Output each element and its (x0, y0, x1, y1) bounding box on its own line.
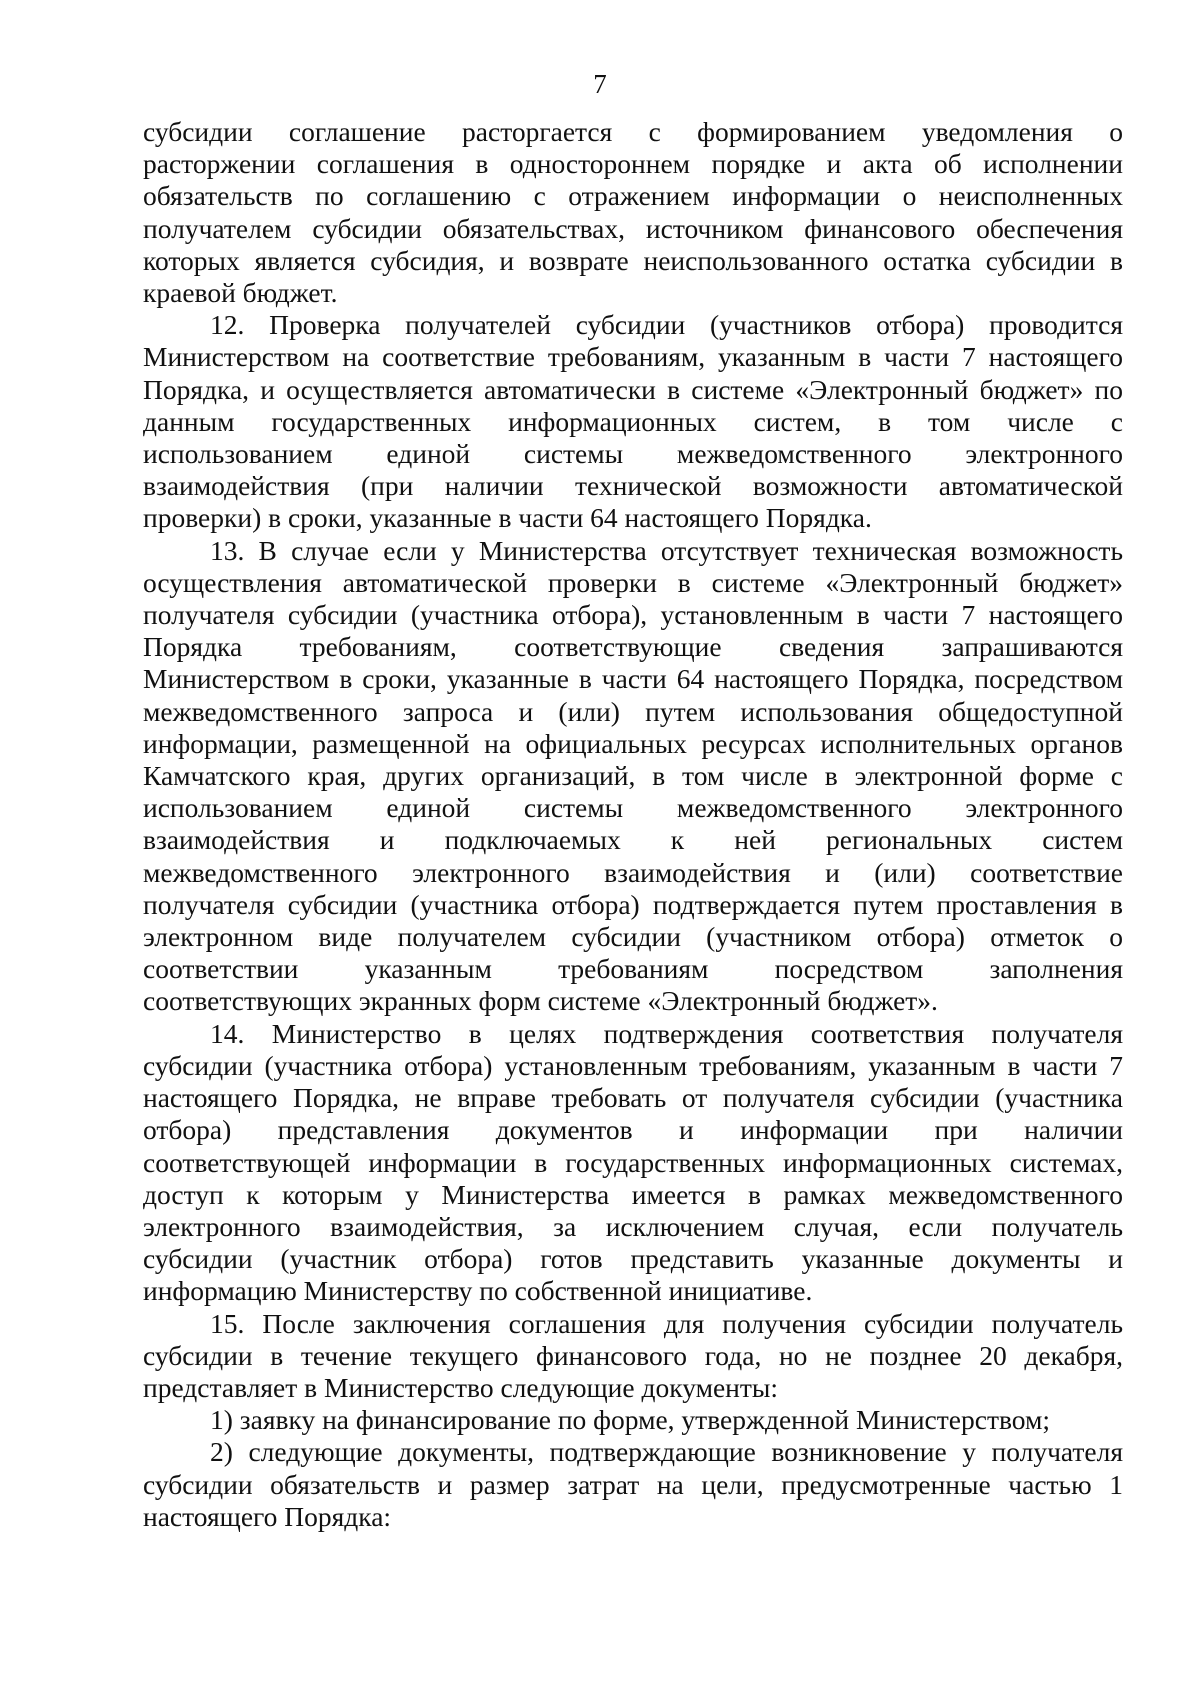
text-line: получателя субсидии (участника отбора), установленным в части 7 настоящего (143, 599, 1123, 631)
paragraph-p13 (143, 535, 1123, 1018)
text-line: соответствии указанным требованиям посредством заполнения (143, 953, 1123, 985)
list-item-2 (143, 1436, 1123, 1533)
text-line: которых является субсидия, и возврате неиспользованного остатка субсидии в (143, 244, 1123, 276)
text-line: данным государственных информационных систем, в том числе с (143, 405, 1123, 437)
text-line: взаимодействия и подключаемых к ней региональных систем (143, 824, 1123, 856)
text-line: отбора) представления документов и информации при наличии (143, 1114, 1123, 1146)
text-line: Порядка требованиям, соответствующие сведения запрашиваются (143, 631, 1123, 663)
text-line: получателем субсидии обязательствах, источником финансового обеспечения (143, 212, 1123, 244)
text-line: доступ к которым у Министерства имеется в рамках межведомственного (143, 1178, 1123, 1210)
page-number: 7 (593, 69, 607, 99)
text-line: настоящего Порядка, не вправе требовать от получателя субсидии (участника (143, 1082, 1123, 1114)
list-item-first-line (143, 1436, 1123, 1468)
text-line: получателя субсидии (участника отбора) подтверждается путем проставления в (143, 888, 1123, 920)
text-line: соответствующих экранных форм системе «Электронный бюджет». (143, 985, 938, 1017)
paragraph-cont (143, 116, 1123, 309)
text-line: субсидии (участник отбора) готов представить указанные документы и (143, 1243, 1123, 1275)
text-line: обязательств по соглашению с отражением информации о неисполненных (143, 180, 1123, 212)
text-line: заявку на финансирование по форме, утвержденной Министерством; (239, 1404, 1051, 1436)
list-item-1 (143, 1404, 1123, 1436)
list-item-number: 2) (210, 1436, 233, 1468)
text-line: Порядка, и осуществляется автоматически в системе «Электронный бюджет» по (143, 373, 1123, 405)
text-line: следующие документы, подтверждающие возникновение у получателя (248, 1436, 1124, 1468)
text-line: соответствующей информации в государственных информационных системах, (143, 1146, 1123, 1178)
text-line: электронном виде получателем субсидии (участником отбора) отметок о (143, 921, 1123, 953)
paragraph-p14 (143, 1018, 1123, 1308)
list-item-first-line (143, 1404, 1123, 1436)
paragraph-p15 (143, 1308, 1123, 1405)
text-line: 15. После заключения соглашения для получения субсидии получатель (210, 1307, 1123, 1339)
text-line: субсидии в течение текущего финансового года, но не позднее 20 декабря, (143, 1339, 1123, 1371)
list-item-number: 1) (210, 1404, 233, 1436)
text-line: субсидии обязательств и размер затрат на цели, предусмотренные частью 1 (143, 1468, 1123, 1500)
text-line: электронного взаимодействия, за исключением случая, если получатель (143, 1210, 1123, 1242)
text-line: 12. Проверка получателей субсидии (участников отбора) проводится (210, 309, 1123, 341)
text-line: субсидии (участника отбора) установленным требованиям, указанным в части 7 (143, 1049, 1123, 1081)
paragraph-p12 (143, 309, 1123, 534)
text-line: информацию Министерству по собственной инициативе. (143, 1275, 813, 1307)
text-line: Министерством в сроки, указанные в части 64 настоящего Порядка, посредством (143, 663, 1123, 695)
text-line: информации, размещенной на официальных ресурсах исполнительных органов (143, 727, 1123, 759)
text-line: настоящего Порядка: (143, 1500, 392, 1532)
text-line: межведомственного электронного взаимодействия и (или) соответствие (143, 856, 1123, 888)
text-line: осуществления автоматической проверки в системе «Электронный бюджет» (143, 566, 1123, 598)
text-line: представляет в Министерство следующие документы: (143, 1371, 779, 1403)
text-line: 13. В случае если у Министерства отсутствует техническая возможность (210, 534, 1123, 566)
document-body (143, 116, 1123, 1533)
text-line: Камчатского края, других организаций, в том числе в электронной форме с (143, 760, 1123, 792)
text-line: Министерством на соответствие требованиям, указанным в части 7 настоящего (143, 341, 1123, 373)
text-line: субсидии соглашение расторгается с формированием уведомления о (143, 116, 1123, 147)
text-line: проверки) в сроки, указанные в части 64 настоящего Порядка. (143, 502, 872, 534)
text-line: 14. Министерство в целях подтверждения соответствия получателя (210, 1017, 1123, 1049)
text-line: использованием единой системы межведомственного электронного (143, 792, 1123, 824)
text-line: расторжении соглашения в одностороннем порядке и акта об исполнении (143, 148, 1123, 180)
text-line: межведомственного запроса и (или) путем использования общедоступной (143, 695, 1123, 727)
text-line: использованием единой системы межведомственного электронного (143, 438, 1123, 470)
text-line: взаимодействия (при наличии технической возможности автоматической (143, 470, 1123, 502)
text-line: краевой бюджет. (143, 277, 338, 309)
